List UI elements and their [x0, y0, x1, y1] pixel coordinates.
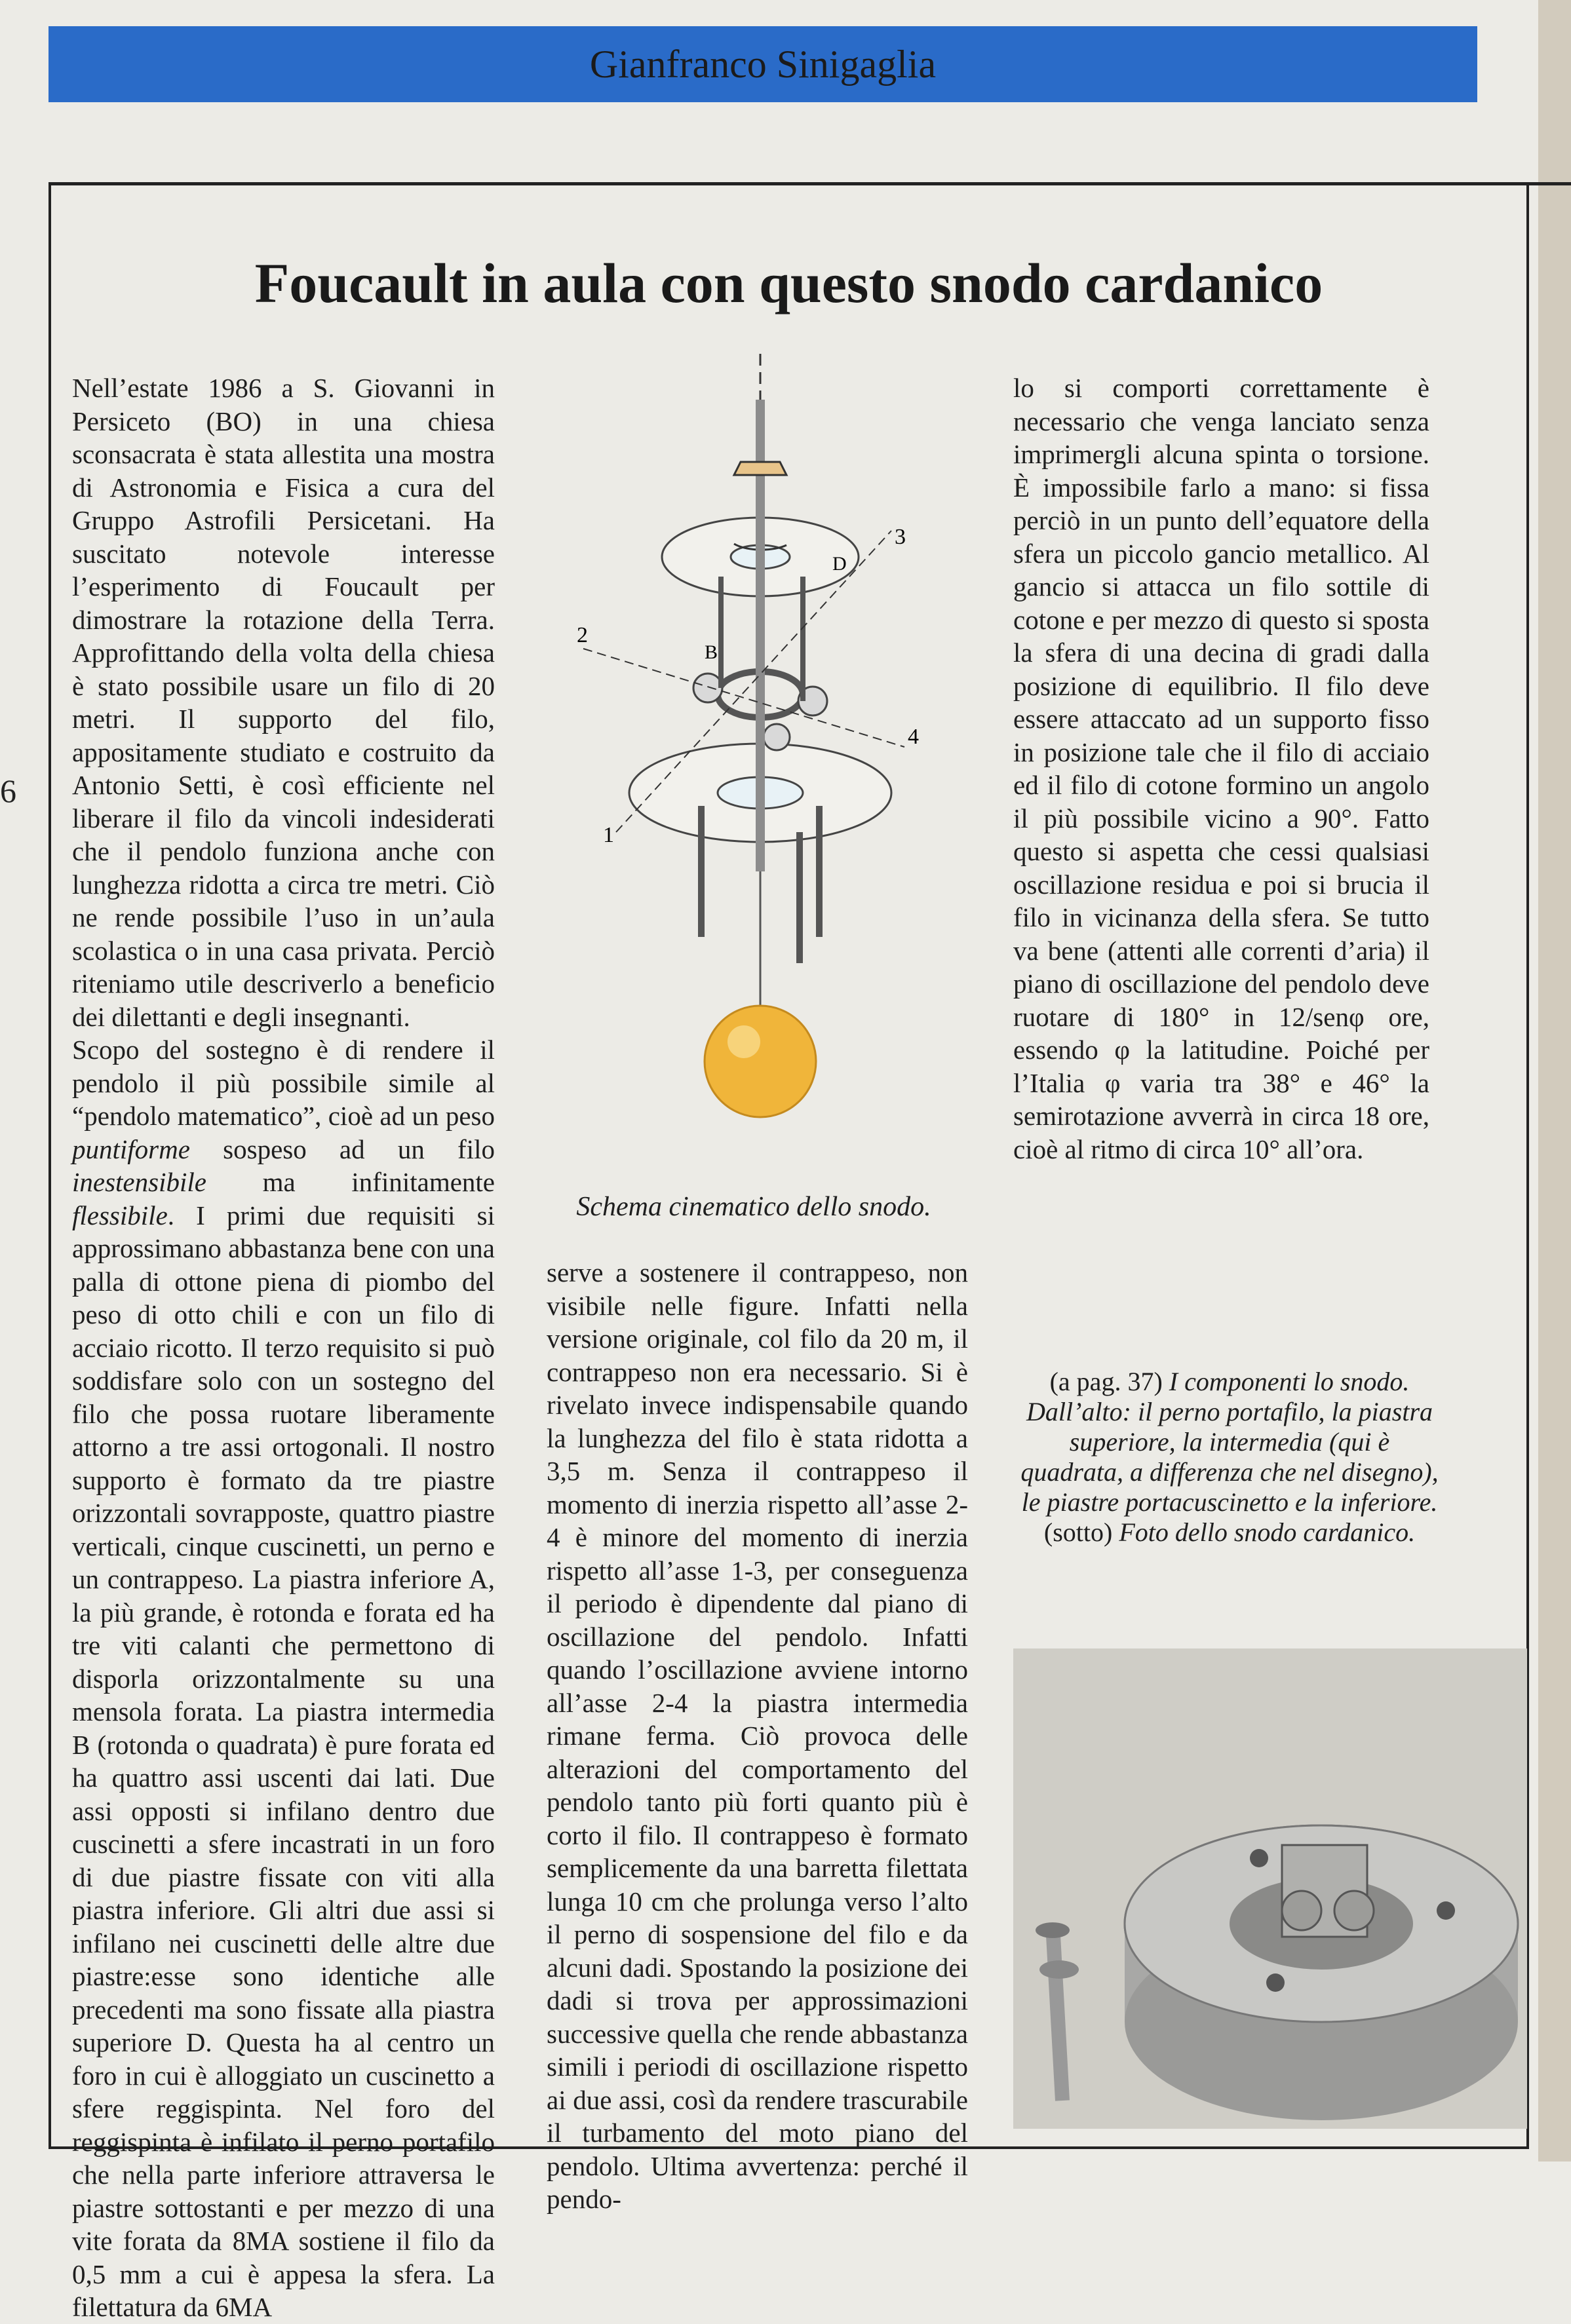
adjacent-page-edge: [1538, 0, 1571, 2162]
axis-label-3: 3: [895, 525, 906, 549]
text-column-2: [547, 1256, 968, 2216]
author-name: Gianfranco Sinigaglia: [589, 43, 937, 86]
paragraph-support: Scopo del sostegno è di rendere il pendolo il più possibile simile al “pendolo matematico”, cioè ad un peso puntiforme sospeso ad un filo inestensibile ma infinitamente flessibile. I primi due requisiti si approssimano abbastanza bene con una palla di ottone piena di piombo del peso di otto chili e con un filo di acciaio ricotto. Il terzo requisito si può soddisfare solo con un sostegno del filo che possa ruotare liberamente attorno a tre assi ortogonali. Il nostro supporto è formato da tre piastre orizzontali sovrapposte, quattro piastre verticali, cinque cuscinetti, un perno e un contrappeso. La piastra inferiore A, la più grande, è rotonda e forata ed ha tre viti calanti che permettono di disporla orizzontalmente su una mensola forata. La piastra intermedia B (rotonda o quadrata) è pure forata ed ha quattro assi uscenti dai lati. Due assi opposti si infilano dentro due cuscinetti a sfere incastrati in un foro di due piastre fissate con viti alla piastra inferiore. Gli altri due assi si infilano nei cuscinetti delle altre due piastre:esse sono identiche alle precedenti ma sono fissate alla piastra superiore D. Questa ha al centro un foro in cui è alloggiato un cuscinetto a sfere reggispinta. Nel foro del reggispinta è infilato il perno portafilo che nella parte inferiore attraversa le piastre sottostanti e per mezzo di una vite forata da 8MA sostiene il filo da 0,5 mm a cui è appesa la sfera. La filettatura da 6MA: [72, 1035, 495, 2322]
axis-label-1: 1: [603, 823, 614, 847]
gimbal-photo: [1013, 1648, 1527, 2129]
plate-label-b: B: [705, 641, 718, 663]
header-band: [48, 26, 1477, 102]
axis-label-2: 2: [577, 623, 588, 647]
diagram-caption: Schema cinematico dello snodo.: [576, 1192, 931, 1222]
article-title: Foucault in aula con questo snodo cardanico: [254, 252, 1323, 314]
caption-ref-2: (sotto): [1043, 1517, 1113, 1547]
paragraph-intro: Nell’estate 1986 a S. Giovanni in Persiceto (BO) in una chiesa sconsacrata è stata allestita una mostra di Astronomia e Fisica a cura del Gruppo Astrofili Persicetani. Ha suscitato notevole interesse l’esperimento di Foucault per dimostrare la rotazione della Terra. Approfittando della volta della chiesa è stato possibile usare un filo di 20 metri. Il supporto del filo, appositamente studiato e costruito da Antonio Setti, è così efficiente nel liberare il filo da vincoli indesiderati che il pendolo funziona anche con lunghezza ridotta a circa tre metri. Ciò ne rende possibile l’uso in un’aula scolastica o in una casa privata. Perciò riteniamo utile descriverlo a beneficio dei dilettanti e degli insegnanti.: [72, 373, 495, 1032]
text-column-3: [1013, 371, 1429, 1166]
photo-caption: (a pag. 37) I componenti lo snodo. Dall’alto: il perno portafilo, la piastra superiore, la intermedia (qui è quadrata, a differenza che nel disegno), le piastre portacuscinetto e la inferiore. (sotto) Foto dello snodo cardanico.: [1020, 1367, 1439, 1547]
paragraph-launch: lo si comporti correttamente è necessario che venga lanciato senza imprimergli alcuna spinta o torsione. È impossibile farlo a mano: si fissa perciò in un punto dell’equatore della sfera un piccolo gancio metallico. Al gancio si attacca un filo sottile di cotone e per mezzo di questo si sposta la sfera di una decina di gradi dalla posizione di equilibrio. Il filo deve essere attaccato ad un supporto fisso in posizione tale che il filo di acciaio ed il filo di cotone formino un angolo il più possibile vicino a 90°. Fatto questo si aspetta che cessi qualsiasi oscillazione residua e poi si brucia il filo in vicinanza della sfera. Se tutto va bene (attenti alle correnti d’aria) il piano di oscillazione del pendolo deve ruotare di 180° in 12/senφ ore, essendo φ la latitudine. Poiché per l’Italia φ varia tra 38° e 46° la semirotazione avverrà in circa 18 ore, cioè al ritmo di circa 10° all’ora.: [1013, 373, 1429, 1164]
text-column-1: [72, 371, 495, 2324]
caption-ref-1: (a pag. 37): [1049, 1367, 1163, 1396]
gimbal-diagram: [537, 347, 970, 1147]
paragraph-counterweight: serve a sostenere il contrappeso, non visibile nelle figure. Infatti nella versione originale, col filo da 20 m, il contrappeso non era necessario. Si è rivelato invece indispensabile quando la lunghezza del filo è stata ridotta a 3,5 m. Senza il contrappeso il momento di inerzia rispetto all’asse 2-4 è minore del momento di inerzia rispetto all’asse 1-3, per conseguenza il periodo è dipendente dal piano di oscillazione del pendolo. Infatti quando l’oscillazione avviene intorno all’asse 2-4 la piastra intermedia rimane ferma. Ciò provoca delle alterazioni del comportamento del pendolo tanto più forti quanto più è corto il filo. Il contrappeso è formato semplicemente da una barretta filettata lunga 10 cm che prolunga verso l’alto il perno di sospensione del filo e da alcuni dadi. Spostando la posizione dei dadi si trova per approssimazioni successive quella che rende abbastanza simili i periodi di oscillazione rispetto ai due assi, così da rendere trascurabile il turbamento del moto piano del pendolo. Ultima avvertenza: perché il pendo-: [547, 1257, 968, 2214]
page-number: 6: [0, 772, 16, 809]
plate-label-d: D: [832, 553, 847, 575]
axis-label-4: 4: [908, 725, 919, 749]
